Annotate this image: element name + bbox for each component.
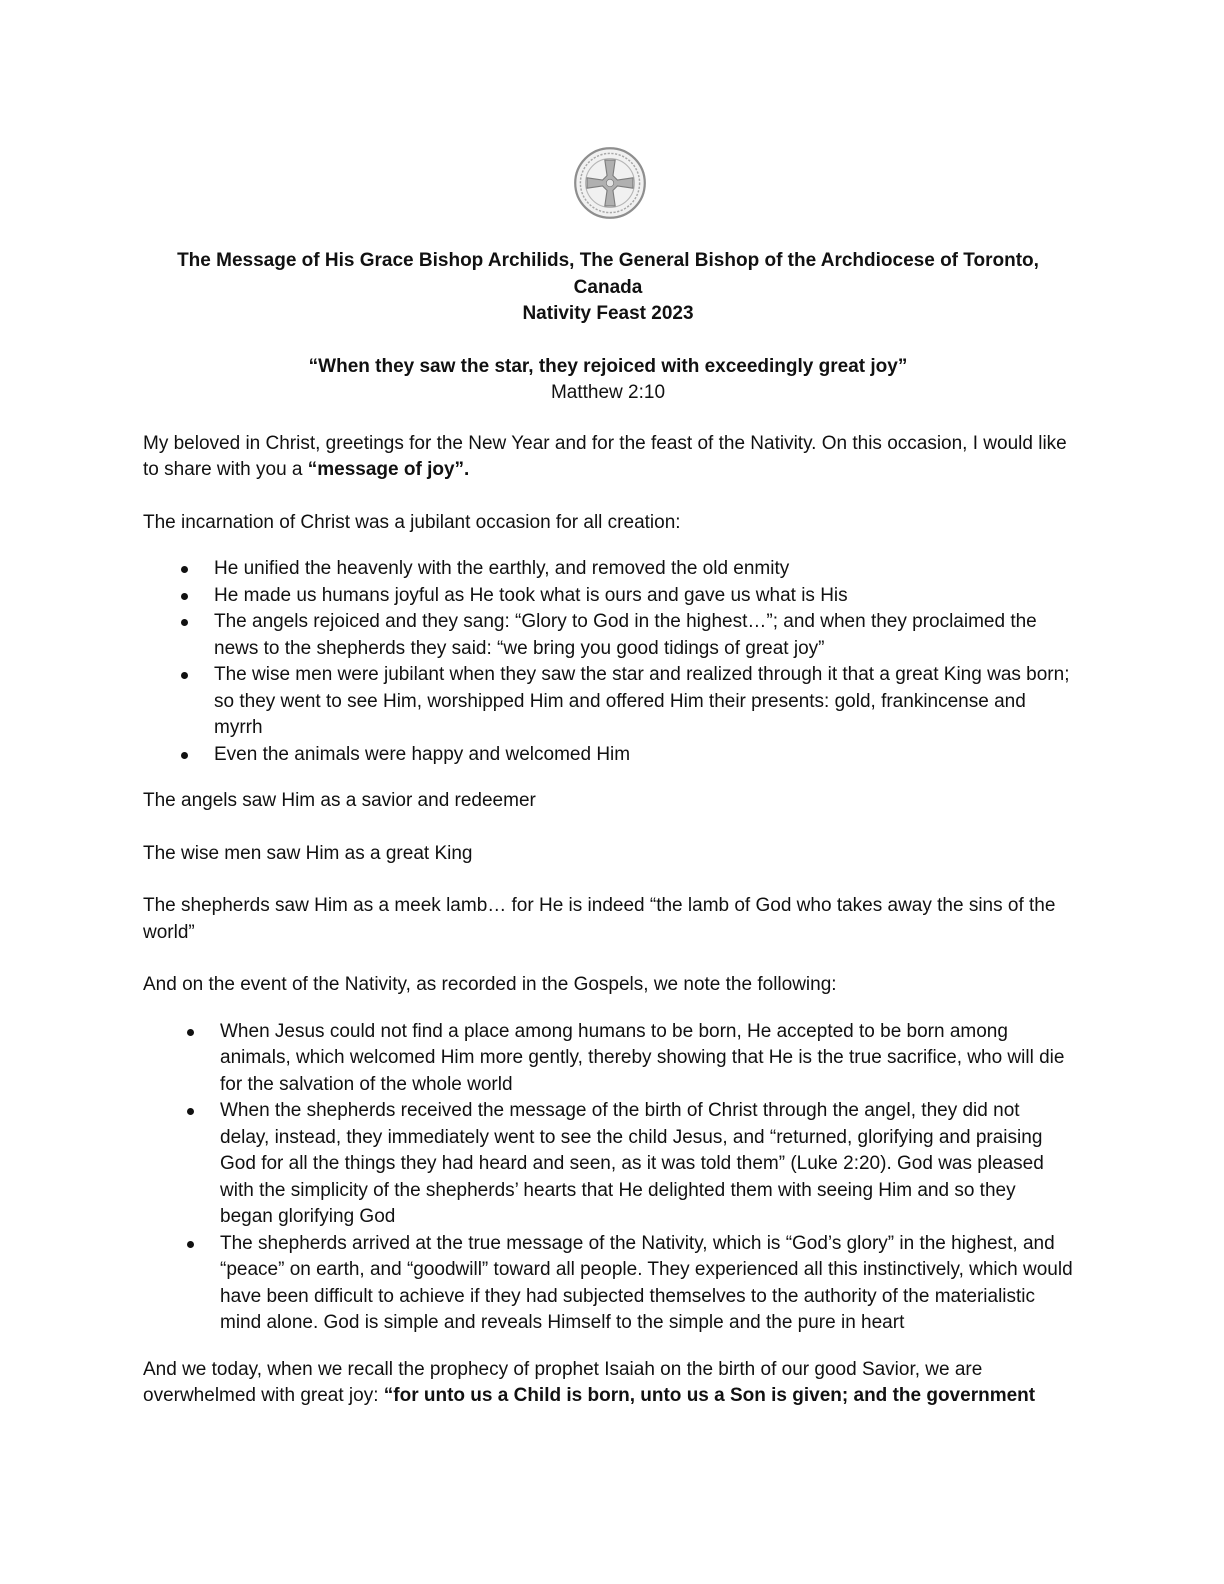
- list-item: The wise men were jubilant when they saw the star and realized through it that a great King was born; so they went to see Him, worshipped Him and offered Him their presents: gold, frankincense and myrrh: [214, 662, 1073, 742]
- quote-text: “When they saw the star, they rejoiced with exceedingly great joy”: [308, 355, 908, 377]
- list-item: He made us humans joyful as He took what is ours and gave us what is His: [214, 583, 1073, 610]
- incarnation-list: [143, 556, 1073, 768]
- letter-body: [143, 248, 1073, 1410]
- angels-view: The angels saw Him as a savior and redeemer: [143, 790, 536, 811]
- intro-text: My beloved in Christ, greetings for the New Year and for the feast of the Nativity. On this occasion, I would like to share with you a: [143, 432, 1067, 480]
- nativity-intro: And on the event of the Nativity, as recorded in the Gospels, we note the following:: [143, 974, 837, 995]
- shepherds-view: The shepherds saw Him as a meek lamb… for He is indeed “the lamb of God who takes away the sins of the world”: [143, 895, 1056, 943]
- document-title: [143, 248, 1073, 328]
- scripture-quote: [143, 354, 1073, 407]
- intro-emphasis: “message of joy”.: [307, 459, 470, 480]
- list-item: Even the animals were happy and welcomed Him: [214, 742, 1073, 769]
- wise-men-view: The wise men saw Him as a great King: [143, 842, 473, 864]
- title-line-2: Nativity Feast 2023: [522, 303, 694, 324]
- coptic-cross-seal-icon: [573, 146, 647, 220]
- quote-reference: Matthew 2:10: [550, 382, 666, 403]
- nativity-list: [143, 1019, 1073, 1337]
- list-item: When the shepherds received the message of the birth of Christ through the angel, they did not delay, instead, they immediately went to see the child Jesus, and “returned, glorifying and praising God for all the things they had heard and seen, as it was told them” (Luke 2:20). God was pleased with the simplicity of the shepherds’ hearts that He delighted them with seeing Him and so they began glorifying God: [220, 1098, 1073, 1231]
- closing-emphasis: “for unto us a Child is born, unto us a Son is given; and the government: [383, 1385, 1036, 1406]
- list-item: The angels rejoiced and they sang: “Glory to God in the highest…”; and when they proclaimed the news to the shepherds they said: “we bring you good tidings of great joy”: [214, 609, 1073, 662]
- closing-paragraph: [143, 1357, 1073, 1410]
- list-item: The shepherds arrived at the true message of the Nativity, which is “God’s glory” in the highest, and “peace” on earth, and “goodwill” toward all people. They experienced all this instinctively, which would have been difficult to achieve if they had subjected themselves to the authority of the materialistic mind alone. God is simple and reveals Himself to the simple and the pure in heart: [220, 1231, 1073, 1337]
- list-item: When Jesus could not find a place among humans to be born, He accepted to be born among animals, which welcomed Him more gently, thereby showing that He is the true sacrifice, who will die for the salvation of the whole world: [220, 1019, 1073, 1099]
- title-line-1: The Message of His Grace Bishop Archilids, The General Bishop of the Archdiocese of Toronto, Canada: [177, 250, 1039, 298]
- intro-paragraph: [143, 431, 1073, 484]
- closing-text: And we today, when we recall the prophecy of prophet Isaiah on the birth of our good Savior, we are overwhelmed with great joy:: [143, 1358, 983, 1406]
- list-item: He unified the heavenly with the earthly, and removed the old enmity: [214, 556, 1073, 583]
- incarnation-intro: The incarnation of Christ was a jubilant occasion for all creation:: [143, 511, 681, 533]
